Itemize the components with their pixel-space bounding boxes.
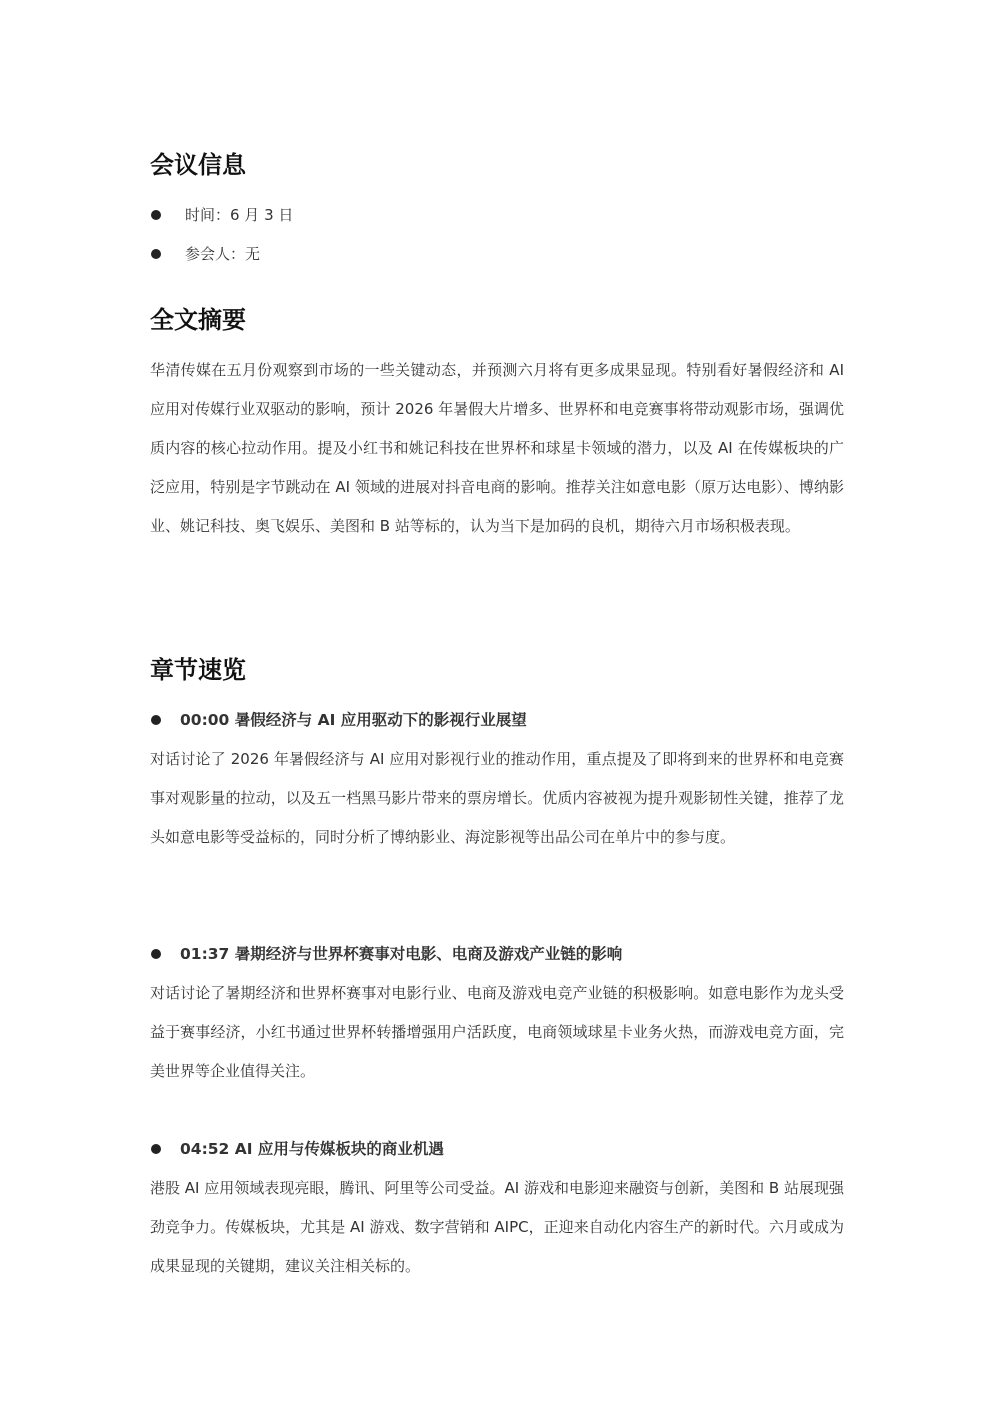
chapter-paragraph: 对话讨论了暑期经济和世界杯赛事对电影行业、电商及游戏电竞产业链的积极影响。如意电影作为龙头受益于赛事经济，小红书通过世界杯转播增强用户活跃度，电商领域球星卡业务火热，而游戏电竞方面，完美世界等企业值得关注。 <box>150 984 844 1080</box>
bullet-dot <box>151 949 161 959</box>
meeting-time-text: 时间：6 月 3 日 <box>185 206 294 224</box>
chapter-paragraph: 港股 AI 应用领域表现亮眼，腾讯、阿里等公司受益。AI 游戏和电影迎来融资与创新，美图和 B 站展现强劲竞争力。传媒板块，尤其是 AI 游戏、数字营销和 AIPC，正迎来自动化内容生产的新时代。六月或成为成果显现的关键期，建议关注相关标的。 <box>150 1179 844 1275</box>
chapters-heading: 章节速览 <box>150 656 246 684</box>
chapter-title-text: 04:52 AI 应用与传媒板块的商业机遇 <box>180 1140 444 1158</box>
chapter-title-text: 00:00 暑假经济与 AI 应用驱动下的影视行业展望 <box>180 711 527 729</box>
summary-heading: 全文摘要 <box>150 306 246 334</box>
bullet-dot <box>151 249 161 259</box>
bullet-dot <box>151 210 161 220</box>
bullet-dot <box>151 715 161 725</box>
summary-paragraph: 华清传媒在五月份观察到市场的一些关键动态，并预测六月将有更多成果显现。特别看好暑假经济和 AI 应用对传媒行业双驱动的影响，预计 2026 年暑假大片增多、世界杯和电竞赛事将带动观影市场，强调优质内容的核心拉动作用。提及小红书和姚记科技在世界杯和球星卡领域的潜力，以及 AI 在传媒板块的广泛应用，特别是字节跳动在 AI 领域的进展对抖音电商的影响。推荐关注如意电影（原万达电影）、博纳影业、姚记科技、奥飞娱乐、美图和 B 站等标的，认为当下是加码的良机，期待六月市场积极表现。 <box>150 361 844 535</box>
meeting-info-heading: 会议信息 <box>150 151 246 179</box>
chapter-title-text: 01:37 暑期经济与世界杯赛事对电影、电商及游戏产业链的影响 <box>180 945 623 963</box>
meeting-attendees-text: 参会人：无 <box>185 245 261 263</box>
chapter-paragraph: 对话讨论了 2026 年暑假经济与 AI 应用对影视行业的推动作用，重点提及了即将到来的世界杯和电竞赛事对观影量的拉动，以及五一档黑马影片带来的票房增长。优质内容被视为提升观影韧性关键，推荐了龙头如意电影等受益标的，同时分析了博纳影业、海淀影视等出品公司在单片中的参与度。 <box>150 750 844 846</box>
bullet-dot <box>151 1144 161 1154</box>
